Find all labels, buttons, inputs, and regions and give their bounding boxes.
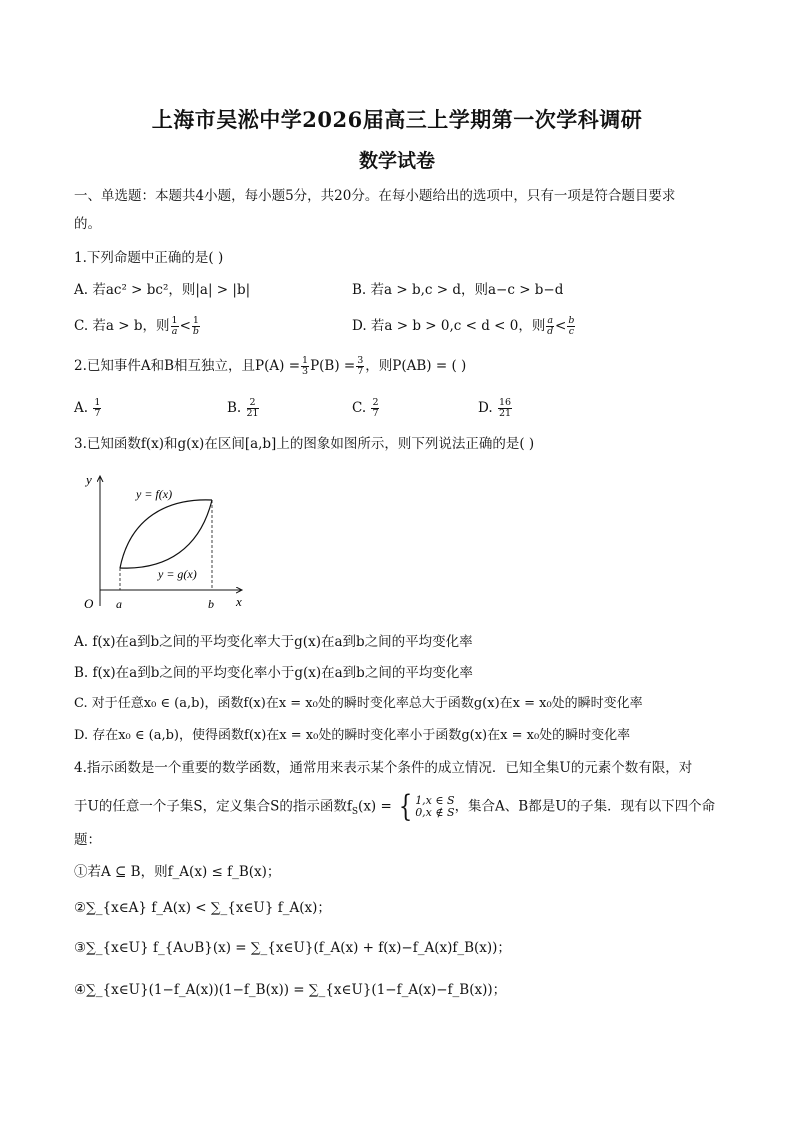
f-curve bbox=[120, 500, 212, 568]
q3-option-d: D. 存在x₀ ∈ (a,b)，使得函数f(x)在x = x₀处的瞬时变化率小于函数g(x)在x = x₀处的瞬时变化率 bbox=[74, 728, 631, 743]
q1-option-b: B. 若a > b,c > d，则a−c > b−d bbox=[352, 282, 564, 298]
q4-line3: 题： bbox=[74, 832, 101, 848]
q2-stem-pre: 2.已知事件A和B相互独立，且P(A) = bbox=[74, 358, 301, 374]
q1-stem: 1.下列命题中正确的是( ) bbox=[74, 250, 224, 266]
q4-line2-pre: 于U的任意一个子集S，定义集合S的指示函数f bbox=[74, 798, 352, 815]
fraction: $\frac{b}{c}$ bbox=[568, 315, 575, 337]
q2-stem bbox=[74, 356, 466, 377]
q4-proposition-1: ①若A ⊆ B，则f_A(x) ≤ f_B(x)； bbox=[74, 864, 281, 880]
q3-option-a: A. f(x)在a到b之间的平均变化率大于g(x)在a到b之间的平均变化率 bbox=[74, 634, 473, 650]
q2-option-c: C. $\frac{2}{7}$ bbox=[352, 397, 379, 419]
b-label: b bbox=[208, 597, 214, 611]
q1-option-c: C. 若a > b，则 $\frac{1}{a}$ < $\frac{1}{b}$ bbox=[74, 315, 199, 337]
q2-stem-post: ，则P(AB) = ( ) bbox=[365, 358, 467, 374]
function-graph bbox=[72, 468, 252, 618]
q2-option-d: D. $\frac{16}{21}$ bbox=[478, 397, 512, 419]
fraction: $\frac{a}{d}$ bbox=[547, 315, 554, 337]
g-label: y = g(x) bbox=[158, 567, 197, 581]
q4-line1: 4.指示函数是一个重要的数学函数，通常用来表示某个条件的成立情况．已知全集U的元素个数有限，对 bbox=[74, 760, 693, 776]
q2-option-b: B. $\frac{2}{21}$ bbox=[227, 397, 259, 419]
q4-proposition-4: ④∑_{x∈U}(1−f_A(x))(1−f_B(x)) = ∑_{x∈U}(1−f_A(x)−f_B(x))； bbox=[74, 982, 507, 998]
f-label: y = f(x) bbox=[136, 487, 173, 501]
q3-option-c: C. 对于任意x₀ ∈ (a,b)，函数f(x)在x = x₀处的瞬时变化率总大于函数g(x)在x = x₀处的瞬时变化率 bbox=[74, 696, 643, 711]
q1-option-d: D. 若a > b > 0,c < d < 0，则 $\frac{a}{d}$ < $\frac{b}{c}$ bbox=[352, 315, 575, 337]
q2-option-a: A. $\frac{1}{7}$ bbox=[74, 397, 101, 419]
x-axis-label: x bbox=[236, 594, 242, 609]
a-label: a bbox=[116, 597, 122, 611]
q2-stem-mid: P(B) = bbox=[310, 358, 356, 374]
q3-stem: 3.已知函数f(x)和g(x)在区间[a,b]上的图象如图所示，则下列说法正确的是( ) bbox=[74, 436, 535, 452]
origin-label: O bbox=[84, 596, 94, 611]
fraction: $\frac{3}{7}$ bbox=[357, 355, 364, 377]
y-axis-label: y bbox=[86, 472, 92, 487]
q1-option-c-text: C. 若a > b，则 bbox=[74, 318, 170, 334]
q1-option-d-text: D. 若a > b > 0,c < d < 0，则 bbox=[352, 318, 546, 334]
fraction: $\frac{1}{3}$ bbox=[302, 355, 309, 377]
q3-option-b: B. f(x)在a到b之间的平均变化率小于g(x)在a到b之间的平均变化率 bbox=[74, 665, 473, 681]
section-instructions-line1: 一、单选题：本题共4小题，每小题5分，共20分。在每小题给出的选项中，只有一项是符合题目要求 bbox=[74, 188, 676, 204]
fraction: $\frac{1}{b}$ bbox=[192, 315, 199, 337]
q4-line2: 于U的任意一个子集S，定义集合S的指示函数$f_S(x)$ = { 1,x ∈ S 0,x ∉ S ，集合A、B都是U的子集．现有以下四个命 bbox=[74, 789, 716, 824]
q1-option-a: A. 若ac² > bc²，则|a| > |b| bbox=[74, 282, 251, 298]
q4-proposition-3: ③∑_{x∈U} f_{A∪B}(x) = ∑_{x∈U}(f_A(x) + f(x)−f_A(x)f_B(x))； bbox=[74, 940, 511, 956]
q4-proposition-2: ②∑_{x∈A} f_A(x) < ∑_{x∈U} f_A(x)； bbox=[74, 900, 331, 916]
page-subtitle: 数学试卷 bbox=[358, 150, 435, 172]
piecewise-definition: { 1,x ∈ S 0,x ∉ S bbox=[398, 789, 455, 824]
page-title: 上海市吴淞中学2026届高三上学期第一次学科调研 bbox=[151, 107, 643, 132]
fraction: $\frac{1}{a}$ bbox=[171, 315, 178, 337]
section-instructions-line2: 的。 bbox=[74, 216, 101, 232]
q4-line2-post: ，集合A、B都是U的子集．现有以下四个命 bbox=[454, 798, 716, 815]
